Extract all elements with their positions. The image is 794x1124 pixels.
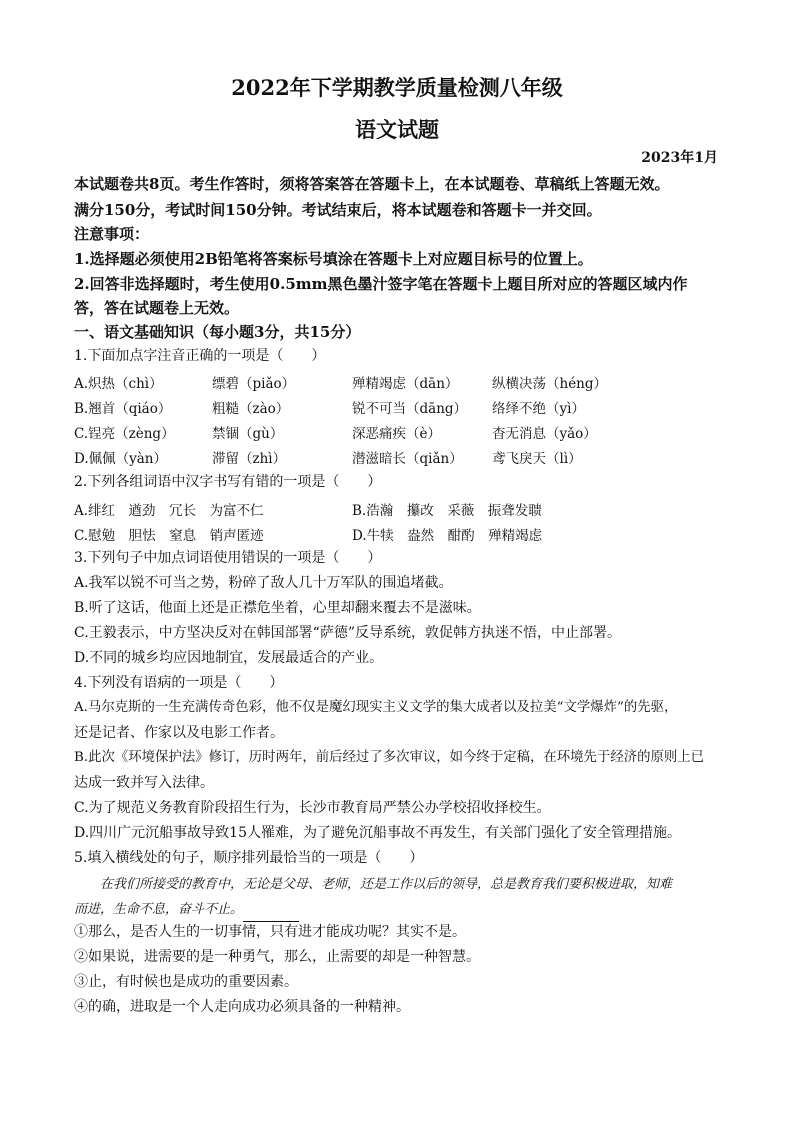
intro-line-2: 满分150分，考试时间150分钟。考试结束后，将本试题卷和答题卡一并交回。 xyxy=(74,201,602,219)
note-rule-1: 1.选择题必须使用2B铅笔将答案标号填涂在答题卡上对应题目标号的位置上。 xyxy=(74,250,593,268)
exam-date: 2023年1月 xyxy=(641,150,718,166)
q5-passage-line-2 xyxy=(74,897,724,922)
q1-a-item-3: 殚精竭虑（dān） xyxy=(352,376,459,392)
q1-b-item-2: 粗糙（zào） xyxy=(212,401,290,417)
q2-option-a: A.绯红 遒劲 冗长 为富不仁 xyxy=(74,503,264,519)
note-rule-2a: 2.回答非选择题时，考生使用0.5mm黑色墨汁签字笔在答题卡上题目所对应的答题区域内作 xyxy=(74,275,688,293)
q2-option-d: D.牛犊 盎然 酣酌 殚精竭虑 xyxy=(352,528,543,544)
q1-c-item-3: 深恶痛疾（è） xyxy=(352,426,441,442)
q3-option-d: D.不同的城乡均应因地制宜，发展最适合的产业。 xyxy=(74,650,384,666)
q4-option-b-line-2: 达成一致并写入法律。 xyxy=(74,775,214,791)
q1-a-item-1: A.炽热（chì） xyxy=(74,376,163,392)
q2-option-c: C.慰勉 胆怯 窒息 销声匿迹 xyxy=(74,528,264,544)
q1-b-item-4: 络绎不绝（yì） xyxy=(492,401,585,417)
exam-subtitle: 语文试题 xyxy=(355,117,439,142)
intro-line-1: 本试题卷共8页。考生作答时，须将答案答在答题卡上，在本试题卷、草稿纸上答题无效。 xyxy=(74,175,670,193)
question-2-stem: 2.下列各组词语中汉字书写有错的一项是（ ） xyxy=(74,474,382,490)
exam-title: 2022年下学期教学质量检测八年级 xyxy=(231,75,563,100)
q1-c-item-1: C.锃亮（zèng） xyxy=(74,426,175,442)
q5-passage-line-1: 在我们所接受的教育中，无论是父母、老师，还是工作以后的领导，总是教育我们要积极进取，知难 xyxy=(100,877,673,892)
q5-passage-text: 而进，生命不息，奋斗不止。 xyxy=(74,902,244,917)
q1-c-item-4: 杳无消息（yǎo） xyxy=(492,426,597,442)
q1-b-item-1: B.翘首（qiáo） xyxy=(74,401,172,417)
q4-option-b-line-1: B.此次《环境保护法》修订，历时两年，前后经过了多次审议，如今终于定稿，在环境先于经济的原则上已 xyxy=(74,750,705,765)
notes-heading: 注意事项： xyxy=(74,225,150,243)
q4-option-c: C.为了规范义务教育阶段招生行为，长沙市教育局严禁公办学校招收择校生。 xyxy=(74,800,551,816)
question-3-stem: 3.下列句子中加点词语使用错误的一项是（ ） xyxy=(74,550,382,566)
q1-d-item-4: 鸢飞戾天（lì） xyxy=(492,451,582,467)
q1-a-item-2: 缥碧（piǎo） xyxy=(212,376,296,392)
q5-answer-blank xyxy=(243,907,299,922)
q1-c-item-2: 禁锢（gù） xyxy=(212,426,284,442)
section-1-heading: 一、语文基础知识（每小题3分，共15分） xyxy=(74,323,361,341)
q4-option-a-line-1: A.马尔克斯的一生充满传奇色彩，他不仅是魔幻现实主义文学的集大成者以及拉美“文学爆炸”的先驱， xyxy=(74,700,678,715)
q5-sentence-3: ③止，有时候也是成功的重要因素。 xyxy=(74,974,298,990)
q5-sentence-1: ①那么，是否人生的一切事情，只有进才能成功呢？其实不是。 xyxy=(74,924,466,940)
q4-option-a-line-2: 还是记者、作家以及电影工作者。 xyxy=(74,725,284,741)
q1-d-item-2: 滞留（zhì） xyxy=(212,451,287,467)
question-4-stem: 4.下列没有语病的一项是（ ） xyxy=(74,675,284,691)
note-rule-2b: 答，答在试题卷上无效。 xyxy=(74,299,240,317)
q1-d-item-3: 潜滋暗长（qiǎn） xyxy=(352,451,463,467)
q4-option-d: D.四川广元沉船事故导致15人罹难，为了避免沉船事故不再发生，有关部门强化了安全管理措施。 xyxy=(74,825,681,841)
q1-d-item-1: D.佩佩（yàn） xyxy=(74,451,168,467)
q1-b-item-3: 锐不可当（dāng） xyxy=(352,401,468,417)
q5-passage xyxy=(74,872,724,922)
question-1-stem: 1.下面加点字注音正确的一项是（ ） xyxy=(74,348,326,364)
q3-option-a: A.我军以锐不可当之势，粉碎了敌人几十万军队的围追堵截。 xyxy=(74,575,453,591)
q5-sentence-2: ②如果说，进需要的是一种勇气，那么，止需要的却是一种智慧。 xyxy=(74,949,480,965)
q5-sentence-4: ④的确，进取是一个人走向成功必须具备的一种精神。 xyxy=(74,999,410,1015)
q1-a-item-4: 纵横决荡（héng） xyxy=(492,376,608,392)
q2-option-b: B.浩瀚 攥改 采薇 振聋发聩 xyxy=(352,503,542,519)
question-5-stem: 5.填入横线处的句子，顺序排列最恰当的一项是（ ） xyxy=(74,850,424,866)
q3-option-c: C.王毅表示，中方坚决反对在韩国部署“萨德”反导系统，敦促韩方执迷不悟，中止部署。 xyxy=(74,625,621,641)
q3-option-b: B.听了这话，他面上还是正襟危坐着，心里却翻来覆去不是滋味。 xyxy=(74,600,481,616)
